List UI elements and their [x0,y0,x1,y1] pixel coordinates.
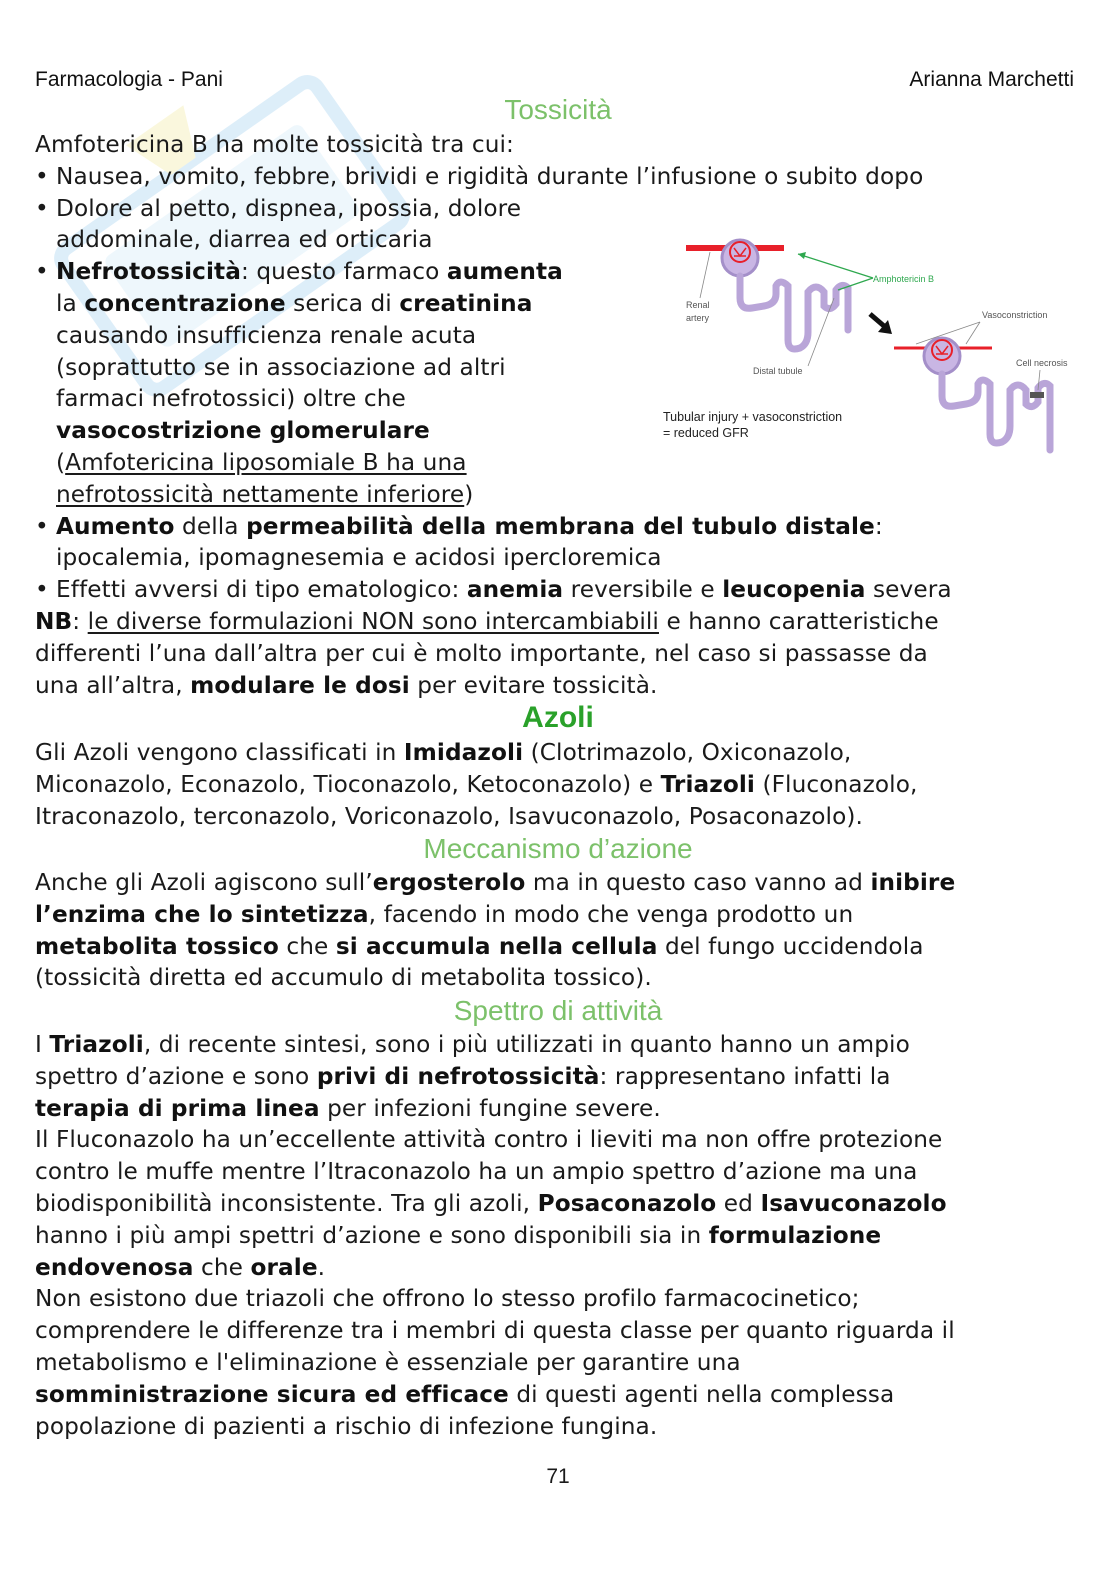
list-item: • Nefrotossicità: questo farmaco aumenta [35,258,563,286]
spettro-body: I Triazoli, di recente sintesi, sono i più utilizzati in quanto hanno un ampio spettro d’azione e sono privi di nefrotossicità: rappresentano infatti la terapia di prima linea per infezioni fungine severe. Il Fluconazolo ha un’eccellente attività contro i lieviti ma non offre protezione contro le muffe mentre l’Itraconazolo ha un ampio spettro d’azione ma una biodisponibilità inconsistente. Tra gli azoli, Posaconazolo ed Isavuconazolo hanno i più ampi spettri d’azione e sono disponibili sia in formulazione endovenosa che orale. Non esistono due triazoli che offrono lo stesso profilo farmacocinetico; comprendere le differenze tra i membri di questa classe per quanto riguarda il metabolismo e l'eliminazione è essenziale per garantire una somministrazione sicura ed efficace di questi agenti nella complessa popolazione di pazienti a rischio di infezione fungina. [35,1031,955,1440]
section-title-tossicita: Tossicità [504,94,612,125]
progression-arrow [870,314,884,326]
section-title-azoli: Azoli [522,701,594,734]
meccanismo-body: Anche gli Azoli agiscono sull’ergosterolo ma in questo caso vanno ad inibire l’enzima che lo sintetizza, facendo in modo che venga prodotto un metabolita tossico che si accumula nella cellula del fungo uccidendola (tossicità diretta ed accumulo di metabolita tossico). [35,869,956,992]
vasoconstriction-label: Vasoconstriction [982,310,1048,320]
figure-caption-line2: = reduced GFR [663,426,749,440]
cell-necrosis-label: Cell necrosis [1016,358,1068,368]
nb-note: NB: le diverse formulazioni NON sono intercambiabili e hanno caratteristiche [35,607,939,635]
tubule-1 [740,276,848,349]
necrosis-mark [1030,392,1044,398]
list-item: • Nausea, vomito, febbre, brividi e rigidità durante l’infusione o subito dopo [35,162,924,190]
glomerulus-1 [722,240,758,276]
amphotericin-label: Amphotericin B [873,274,935,284]
azoli-body: Gli Azoli vengono classificati in Imidazoli (Clotrimazolo, Oxiconazolo, Miconazolo, Econazolo, Tioconazolo, Ketoconazolo) e Triazoli (Fluconazolo, Itraconazolo, terconazolo, Voriconazolo, Isavuconazolo, Posaconazolo). [35,739,918,830]
distal-tubule-label: Distal tubule [753,366,803,376]
header-course: Farmacologia - Pani [35,68,223,91]
figure-caption-line1: Tubular injury + vasoconstriction [663,410,843,424]
glomerulus-2 [924,338,960,374]
list-item: • Effetti avversi di tipo ematologico: anemia reversibile e leucopenia severa [35,576,952,604]
tossicita-body: Amfotericina B ha molte tossicità tra cui: • Nausea, vomito, febbre, brividi e rigidità durante l’infusione o subito dopo • Dolore al petto, dispnea, ipossia, dolore addominale, diarrea ed orticaria • Nefrotossicità: questo farmaco aumenta la concentrazione serica di creatinina causando insufficienza renale acuta (soprattutto se in associazione ad altri farmaci nefrotossici) oltre che vasocostrizione glomerulare (Amfotericina liposomiale B ha una nefrotossicità nettamente inferiore) • Aumento della permeabilità della membrana del tubulo distale: ipocalemia, ipomagnesemia e acidosi ipercloremica • Effetti avversi di tipo ematologico: anemia reversibile e leucopenia severa NB: le diverse formulazioni NON sono intercambiabili e hanno caratteristiche differenti l’una dall’altra per cui è molto importante, nel caso si passasse da una all’altra, modulare le dosi per evitare tossicità. [35,131,952,699]
section-title-spettro: Spettro di attività [453,995,663,1026]
section-title-meccanismo: Meccanismo d’azione [423,833,693,864]
amphotericin-arrow [798,254,873,278]
nephrotoxicity-diagram [648,228,1078,468]
list-item: • Dolore al petto, dispnea, ipossia, dolore [35,194,522,222]
list-item: • Aumento della permeabilità della membrana del tubulo distale: [35,512,883,540]
tubule-2 [942,374,1050,450]
page-number: 71 [546,1465,570,1488]
header-author: Arianna Marchetti [909,68,1074,91]
renal-artery-label: Renal [686,300,710,310]
svg-text:artery: artery [686,313,710,323]
tossicita-intro: Amfotericina B ha molte tossicità tra cui: [35,131,514,158]
